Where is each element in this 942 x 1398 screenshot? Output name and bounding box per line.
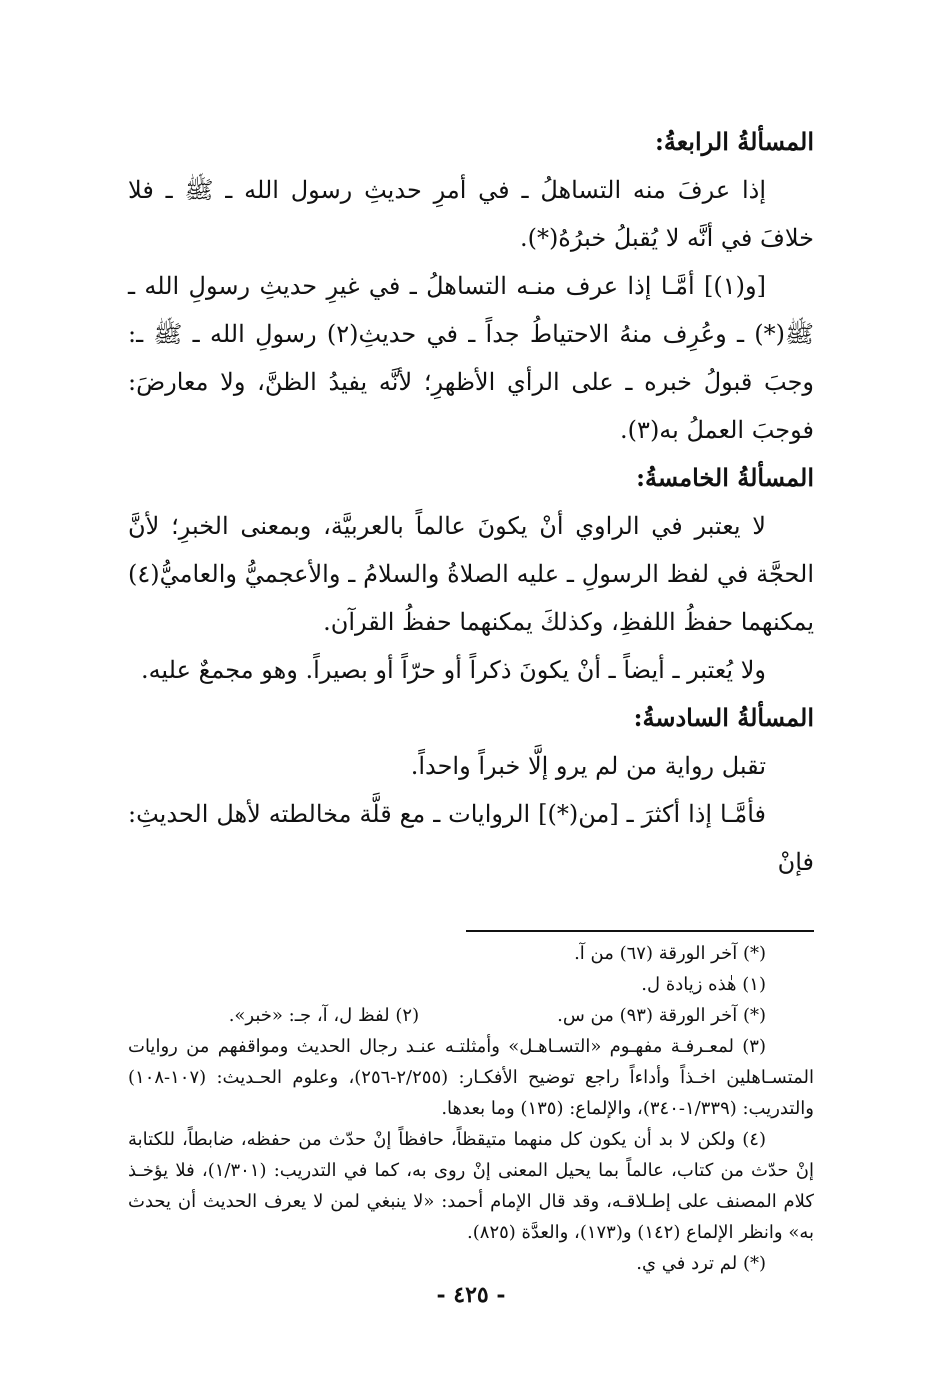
page-number: - ٤٢٥ - <box>436 1282 506 1308</box>
paragraph: لا يعتبر في الراوي أنْ يكونَ عالماً بالعربيَّة، وبمعنى الخبرِ؛ لأنَّ الحجَّة في لفظ الرسولِ ـ عليه الصلاةُ والسلامُ ـ والأعجميُّ والعاميُّ(٤) يمكنهما حفظُ اللفظِ، وكذلكَ يمكنهما حفظُ القرآن. <box>128 512 814 636</box>
heading-fifth-issue: المسألةُ الخامسةُ: <box>636 463 814 492</box>
footnote: (٢) لفظ ل، آ، جـ: «خبر». <box>228 1005 420 1026</box>
footnote: (٣) لمعـرفـة مفهـوم «التسـاهـل» وأمثلتـه عنـد رجال الحديث ومواقفهم من روايات المتسـاهلين اخـذاً وأداءاً راجع توضيح الأفكـار: (٢/٢٥٥-٢٥٦)، وعلوم الحـديث: (١٠٧-١٠٨) والتدريب: (١/٣٣٩-٣٤٠)، والإلماع: (١٣٥) وما بعدها. <box>128 1036 814 1119</box>
footnote: (*) آخر الورقة (٦٧) من آ. <box>574 943 766 964</box>
main-text <box>128 118 814 886</box>
footnotes <box>128 938 814 1279</box>
footnote-row <box>128 1000 814 1031</box>
heading-fourth-issue: المسألةُ الرابعةُ: <box>655 127 814 156</box>
footnote: (*) لم ترد في ي. <box>636 1253 766 1274</box>
paragraph: إذا عرفَ منه التساهلُ ـ في أمرِ حديثِ رسول الله ـ ﷺ ـ فلا خلافَ في أنَّه لا يُقبلُ خبرُهُ(*). <box>128 176 814 252</box>
footnote-divider <box>466 930 814 932</box>
footnote: (*) آخر الورقة (٩٣) من س. <box>557 1005 766 1026</box>
paragraph: [و(١)] أمَّـا إذا عرف منـه التساهلُ ـ في غيرِ حديثِ رسولِ الله ـ ﷺ(*) ـ وعُرِف منهُ الاحتياطُ جداً ـ في حديثِ(٢) رسولِ الله ـ ﷺ ـ: وجبَ قبولُ خبره ـ على الرأي الأظهرِ؛ لأنَّه يفيدُ الظنَّ، ولا معارضَ: فوجبَ العملُ به(٣). <box>128 272 814 444</box>
heading-sixth-issue: المسألةُ السادسةُ: <box>633 703 814 732</box>
footnote: (٤) ولكن لا بد أن يكون كل منهما متيقظاً، حافظاً إنْ حدّث من حفظه، ضابطاً، للكتابة إنْ حدّث من كتاب، عالماً بما يحيل المعنى إنْ روى به، كما في التدريب: (١/٣٠١)، فلا يؤخـذ كلام المصنف على إطـلاقـه، وقد قال الإمام أحمد: «لا ينبغي لمن لا يعرف الحديث أن يحدث به» وانظر الإلماع (١٤٢) و(١٧٣)، والعدَّة (٨٢٥). <box>128 1129 814 1243</box>
paragraph: تقبل رواية من لم يرو إلَّا خبراً واحداً. <box>410 752 766 780</box>
paragraph: فأمَّـا إذا أكثرَ ـ [من(*)] الروايات ـ مع قلَّة مخالطته لأهل الحديثِ: فإنْ <box>128 800 814 876</box>
footnote: (١) هٰذه زيادة ل. <box>641 974 766 995</box>
paragraph: ولا يُعتبر ـ أيضاً ـ أنْ يكونَ ذكراً أو حرّاً أو بصيراً. وهو مجمعٌ عليه. <box>140 656 766 684</box>
